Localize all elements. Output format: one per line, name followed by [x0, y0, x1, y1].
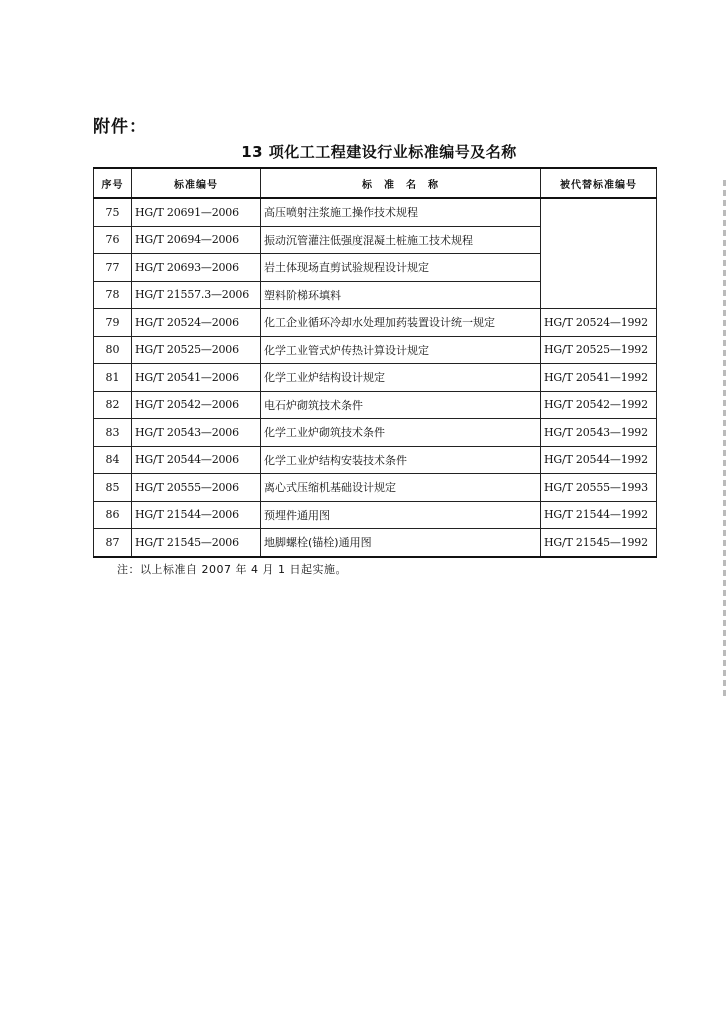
table-row	[94, 419, 657, 447]
document-title: 13 项化工工程建设行业标准编号及名称	[241, 143, 517, 161]
row-standard-code: HG/T 21544—2006	[132, 501, 261, 529]
row-seq: 81	[94, 364, 132, 392]
row-standard-name: 化工企业循环冷却水处理加药装置设计统一规定	[261, 309, 541, 337]
header-code: 标准编号	[132, 168, 261, 198]
row-seq: 86	[94, 501, 132, 529]
row-standard-code: HG/T 20555—2006	[132, 474, 261, 502]
table-row	[94, 501, 657, 529]
row-seq: 76	[94, 226, 132, 254]
row-replaced-code	[541, 226, 657, 254]
header-seq: 序号	[94, 168, 132, 198]
table-header	[94, 168, 657, 198]
table-body	[94, 198, 657, 557]
row-replaced-code: HG/T 20555—1993	[541, 474, 657, 502]
row-standard-name: 高压喷射注浆施工操作技术规程	[261, 198, 541, 226]
row-standard-name: 化学工业炉结构安装技术条件	[261, 446, 541, 474]
row-seq: 80	[94, 336, 132, 364]
row-standard-name: 振动沉管灌注低强度混凝土桩施工技术规程	[261, 226, 541, 254]
row-standard-name: 地脚螺栓(锚栓)通用图	[261, 529, 541, 557]
table-row	[94, 391, 657, 419]
row-standard-name: 化学工业炉砌筑技术条件	[261, 419, 541, 447]
row-standard-code: HG/T 21545—2006	[132, 529, 261, 557]
row-standard-code: HG/T 20524—2006	[132, 309, 261, 337]
table-row	[94, 529, 657, 557]
row-seq: 84	[94, 446, 132, 474]
row-standard-code: HG/T 21557.3—2006	[132, 281, 261, 309]
table-row	[94, 474, 657, 502]
row-replaced-code: HG/T 21544—1992	[541, 501, 657, 529]
row-replaced-code: HG/T 20542—1992	[541, 391, 657, 419]
scan-edge-artifact	[723, 180, 726, 700]
row-standard-code: HG/T 20691—2006	[132, 198, 261, 226]
attachment-label: 附件：	[93, 117, 147, 137]
table-row	[94, 198, 657, 226]
table-row	[94, 226, 657, 254]
row-standard-code: HG/T 20525—2006	[132, 336, 261, 364]
implementation-note: 注：以上标准自 2007 年 4 月 1 日起实施。	[117, 563, 347, 576]
row-standard-name: 岩土体现场直剪试验规程设计规定	[261, 254, 541, 282]
table-row	[94, 336, 657, 364]
row-standard-code: HG/T 20542—2006	[132, 391, 261, 419]
row-standard-name: 塑料阶梯环填料	[261, 281, 541, 309]
standards-table	[93, 167, 657, 558]
table-row	[94, 281, 657, 309]
row-standard-code: HG/T 20543—2006	[132, 419, 261, 447]
header-replaced: 被代替标准编号	[541, 168, 657, 198]
row-replaced-code	[541, 254, 657, 282]
row-seq: 87	[94, 529, 132, 557]
row-standard-name: 预埋件通用图	[261, 501, 541, 529]
header-name: 标 准 名 称	[261, 168, 541, 198]
row-seq: 85	[94, 474, 132, 502]
row-standard-code: HG/T 20541—2006	[132, 364, 261, 392]
row-replaced-code	[541, 281, 657, 309]
row-standard-name: 电石炉砌筑技术条件	[261, 391, 541, 419]
row-replaced-code: HG/T 20541—1992	[541, 364, 657, 392]
row-replaced-code: HG/T 20544—1992	[541, 446, 657, 474]
row-replaced-code: HG/T 20543—1992	[541, 419, 657, 447]
table-row	[94, 446, 657, 474]
row-seq: 83	[94, 419, 132, 447]
row-seq: 79	[94, 309, 132, 337]
row-replaced-code: HG/T 20524—1992	[541, 309, 657, 337]
row-seq: 78	[94, 281, 132, 309]
row-seq: 77	[94, 254, 132, 282]
row-replaced-code	[541, 198, 657, 226]
row-standard-name: 化学工业炉结构设计规定	[261, 364, 541, 392]
table-row	[94, 309, 657, 337]
row-standard-code: HG/T 20544—2006	[132, 446, 261, 474]
row-seq: 82	[94, 391, 132, 419]
row-seq: 75	[94, 198, 132, 226]
table-row	[94, 364, 657, 392]
row-standard-code: HG/T 20694—2006	[132, 226, 261, 254]
row-standard-name: 离心式压缩机基础设计规定	[261, 474, 541, 502]
row-standard-name: 化学工业管式炉传热计算设计规定	[261, 336, 541, 364]
table-row	[94, 254, 657, 282]
row-replaced-code: HG/T 20525—1992	[541, 336, 657, 364]
row-replaced-code: HG/T 21545—1992	[541, 529, 657, 557]
row-standard-code: HG/T 20693—2006	[132, 254, 261, 282]
